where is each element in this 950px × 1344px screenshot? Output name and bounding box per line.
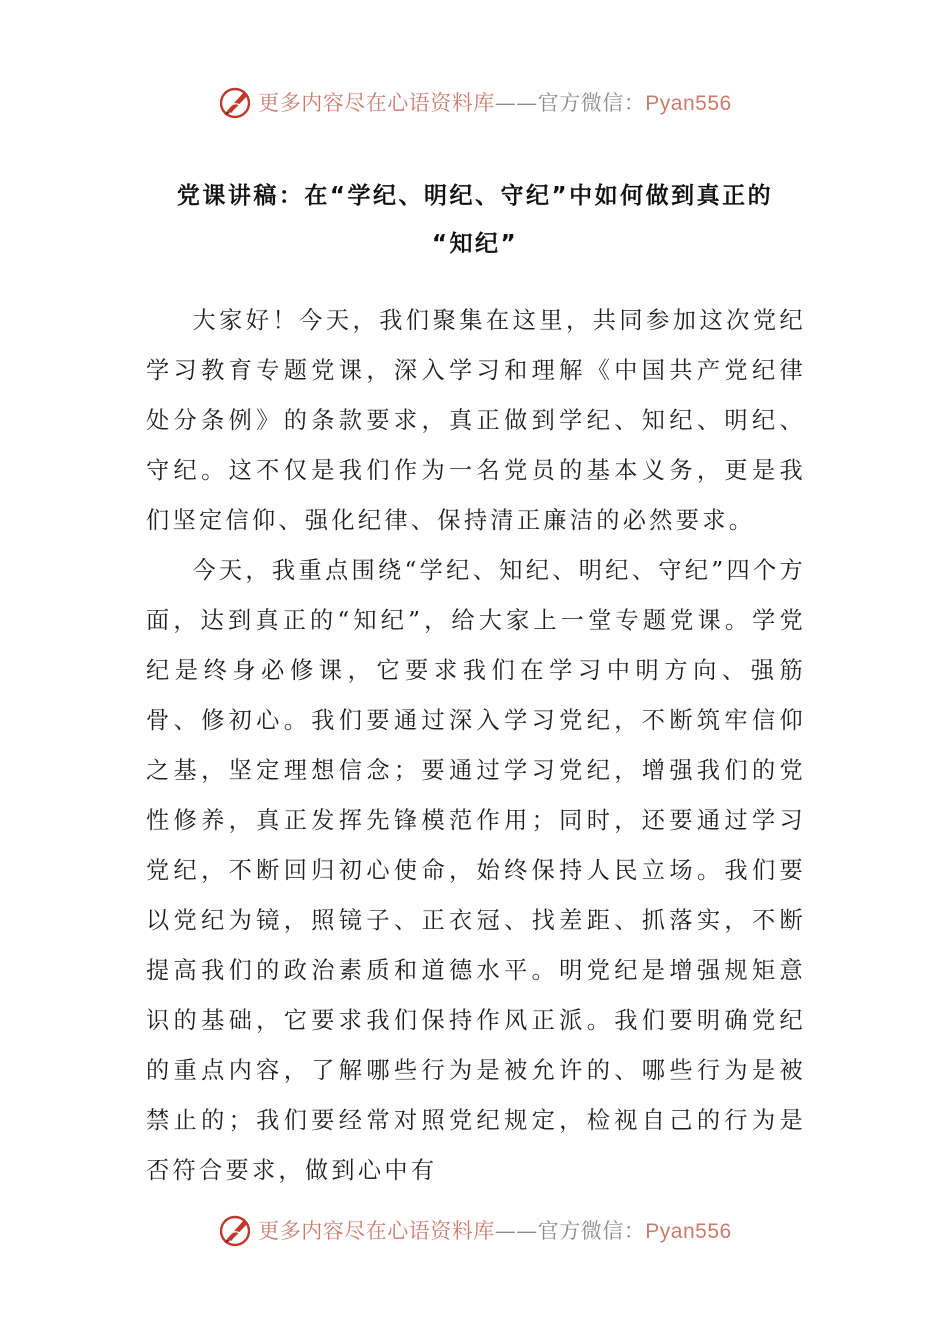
title-line-2: “知纪” bbox=[431, 231, 519, 257]
banner-library-text: 更多内容尽在心语资料库 bbox=[258, 1219, 495, 1243]
header-watermark-banner bbox=[0, 82, 950, 122]
paragraph-2: 今天，我重点围绕“学纪、知纪、明纪、守纪”四个方面，达到真正的“知纪”，给大家上一堂专题党课。学党纪是终身必修课，它要求我们在学习中明方向、强筋骨、修初心。我们要通过深入学习党纪，不断筑牢信仰之基，坚定理想信念；要通过学习党纪，增强我们的党性修养，真正发挥先锋模范作用；同时，还要通过学习党纪，不断回归初心使命，始终保持人民立场。我们要以党纪为镜，照镜子、正衣冠、找差距、抓落实，不断提高我们的政治素质和道德水平。明党纪是增强规矩意识的基础，它要求我们保持作风正派。我们要明确党纪的重点内容，了解哪些行为是被允许的、哪些行为是被禁止的；我们要经常对照党纪规定，检视自己的行为是否符合要求，做到心中有 bbox=[146, 557, 806, 1184]
banner-wechat-id: Pyan556 bbox=[645, 92, 732, 115]
paragraph-1: 大家好！今天，我们聚集在这里，共同参加这次党纪学习教育专题党课，深入学习和理解《中国共产党纪律处分条例》的条款要求，真正做到学纪、知纪、明纪、守纪。这不仅是我们作为一名党员的基本义务，更是我们坚定信仰、强化纪律、保持清正廉洁的必然要求。 bbox=[146, 307, 806, 534]
document-body bbox=[146, 296, 806, 1196]
footer-watermark-banner bbox=[0, 1210, 950, 1250]
title-line-1: 党课讲稿：在“学纪、明纪、守纪”中如何做到真正的 bbox=[176, 183, 774, 209]
banner-library-text: 更多内容尽在心语资料库 bbox=[258, 91, 495, 115]
document-title bbox=[120, 172, 830, 268]
banner-wechat-label: 官方微信： bbox=[537, 1219, 646, 1243]
pen-circle-logo-icon bbox=[218, 1212, 254, 1248]
banner-dash: —— bbox=[494, 91, 538, 115]
banner-wechat-id: Pyan556 bbox=[645, 1220, 732, 1243]
banner-wechat-label: 官方微信： bbox=[537, 91, 646, 115]
banner-dash: —— bbox=[494, 1219, 538, 1243]
pen-circle-logo-icon bbox=[218, 84, 254, 120]
